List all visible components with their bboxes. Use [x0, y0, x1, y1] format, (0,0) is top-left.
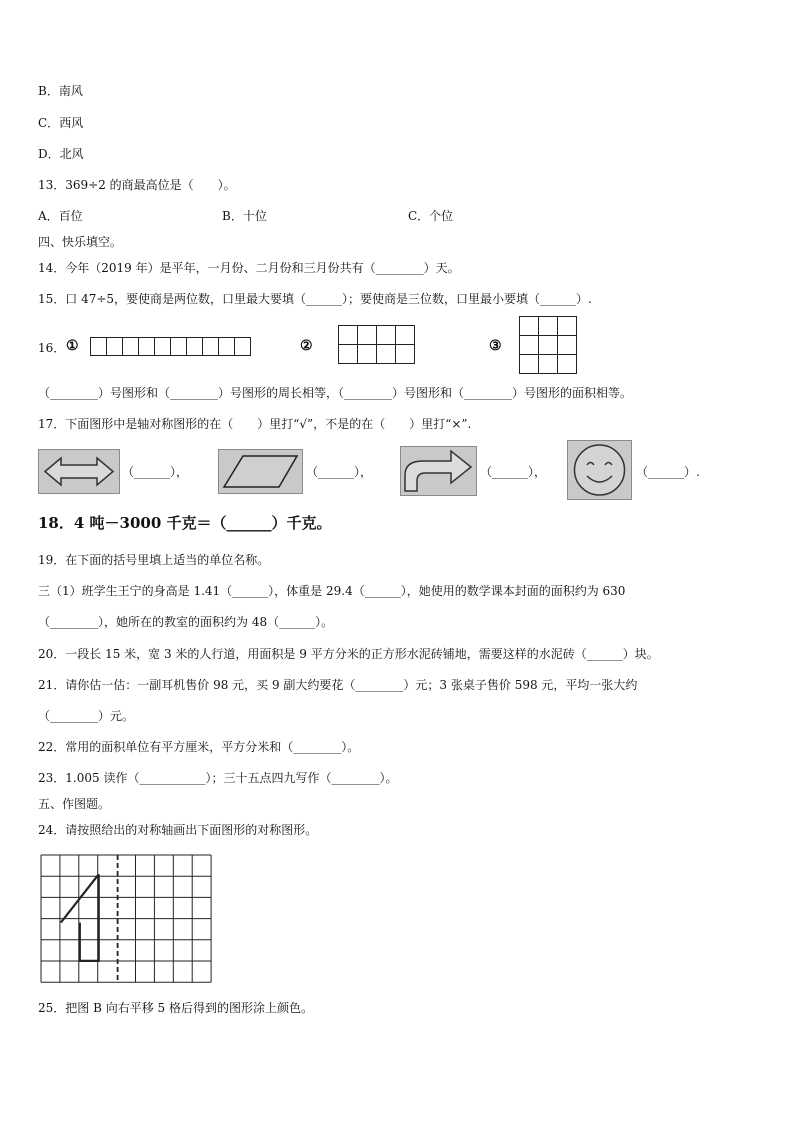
double-arrow-picture — [38, 449, 120, 494]
figure-1-strip — [90, 337, 250, 356]
option-letter: D． — [38, 147, 60, 161]
option-c — [38, 115, 83, 131]
question-16-number: 16． — [38, 341, 66, 355]
question-15: 15．口 47÷5，要使商是两位数，口里最大要填（______）；要使商是三位数，口里最小要填（______）. — [38, 292, 592, 306]
q13-option-b: B．十位 — [222, 209, 267, 223]
q17-answer-1[interactable]: （______）， — [122, 465, 189, 479]
turn-arrow-icon — [401, 447, 476, 495]
question-21-line-1: 21．请你估一估：一副耳机售价 98 元，买 9 副大约要花（________）元；3 张桌子售价 598 元，平均一张大约 — [38, 678, 638, 692]
option-letter: B． — [38, 84, 59, 98]
question-14: 14．今年（2019 年）是平年，一月份、二月份和三月份共有（________）天。 — [38, 261, 460, 275]
symmetry-grid — [40, 854, 214, 984]
question-19-line-2: （________），她所在的教室的面积约为 48（______）。 — [38, 615, 334, 629]
option-letter: C． — [38, 116, 60, 130]
section-5-title: 五、作图题。 — [38, 797, 111, 811]
q17-answer-4[interactable]: （______）. — [636, 465, 700, 479]
double-arrow-icon — [39, 450, 119, 493]
option-text: 西风 — [59, 116, 84, 130]
turn-arrow-picture — [400, 446, 477, 496]
figure-3-grid — [519, 316, 577, 374]
smiley-picture — [567, 440, 632, 500]
question-24: 24．请按照给出的对称轴画出下面图形的对称图形。 — [38, 823, 318, 837]
option-text: 南风 — [58, 84, 83, 98]
question-25: 25．把图 B 向右平移 5 格后得到的图形涂上颜色。 — [38, 1001, 313, 1015]
question-19-line-1: 三（1）班学生王宁的身高是 1.41（______），体重是 29.4（______），她使用的数学课本封面的面积约为 630 — [38, 584, 626, 598]
parallelogram-icon — [219, 450, 302, 493]
figure-marker-3: ③ — [489, 338, 502, 354]
parallelogram-picture — [218, 449, 303, 494]
figure-marker-1: ① — [66, 338, 79, 354]
option-text: 北风 — [59, 147, 84, 161]
q17-answer-2[interactable]: （______）， — [306, 465, 373, 479]
section-4-title: 四、快乐填空。 — [38, 235, 123, 249]
q17-answer-3[interactable]: （______）， — [480, 465, 547, 479]
q13-option-c: C．个位 — [408, 209, 454, 223]
question-21-line-2: （________）元。 — [38, 709, 135, 723]
smiley-face-icon — [568, 441, 631, 499]
question-22: 22．常用的面积单位有平方厘米，平方分米和（________）。 — [38, 740, 360, 754]
question-19: 19．在下面的括号里填上适当的单位名称。 — [38, 553, 270, 567]
figure-2-grid — [338, 325, 415, 364]
question-13: 13．369÷2 的商最高位是（ ）。 — [38, 178, 236, 192]
figure-diagonal — [61, 874, 99, 922]
figure-marker-2: ② — [300, 338, 313, 354]
option-b — [38, 83, 83, 99]
question-20: 20．一段长 15 米，宽 3 米的人行道，用面积是 9 平方分米的正方形水泥砖铺地，需要这样的水泥砖（______）块。 — [38, 647, 659, 661]
q13-option-a: A．百位 — [38, 209, 83, 223]
question-23: 23．1.005 读作（___________）；三十五点四九写作（________）。 — [38, 771, 398, 785]
question-18: 18．4 吨－3000 千克＝（______）千克。 — [38, 514, 332, 532]
question-16-text: （________）号图形和（________）号图形的周长相等，（________）号图形和（________）号图形的面积相等。 — [38, 386, 633, 400]
option-d — [38, 146, 84, 162]
question-17: 17．下面图形中是轴对称图形的在（ ）里打“√”，不是的在（ ）里打“×”. — [38, 417, 472, 431]
